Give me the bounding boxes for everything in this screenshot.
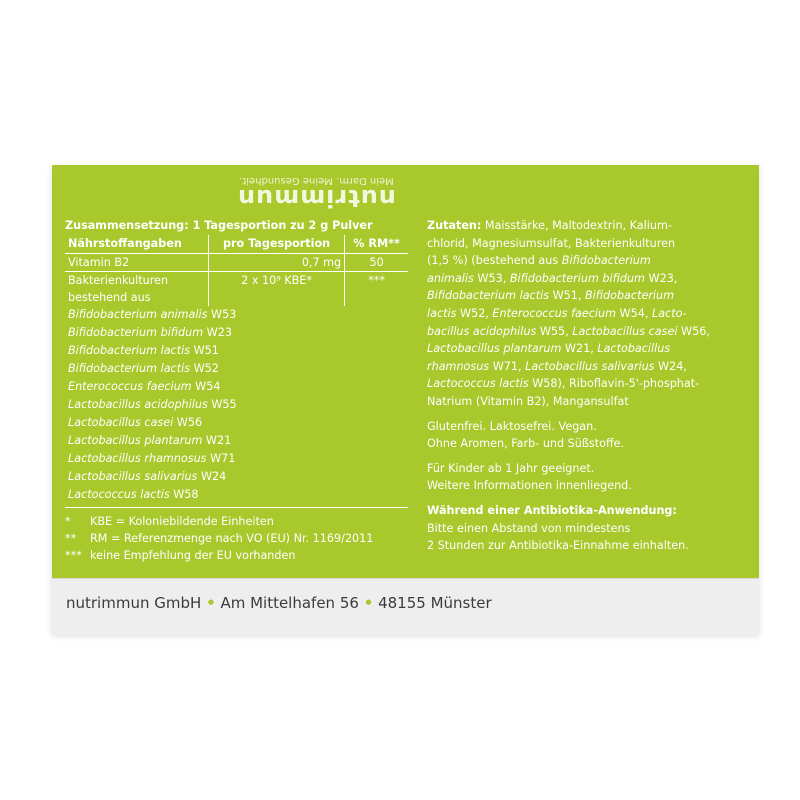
table-row-bacteria — [65, 272, 408, 290]
list-item: Bifidobacterium lactis W51 — [68, 344, 219, 357]
company-name: nutrimmun GmbH — [66, 594, 202, 612]
footer-strip — [52, 578, 759, 635]
composition-heading: Zusammensetzung: 1 Tagesportion zu 2 g Pulver — [65, 219, 373, 232]
footnotes — [65, 513, 410, 564]
ingredients-section — [427, 217, 752, 562]
col-rm: % RM** — [345, 235, 408, 254]
footnote: *** keine Empfehlung der EU vorhanden — [65, 549, 296, 562]
composition-section — [65, 217, 410, 564]
list-item: Lactobacillus rhamnosus W71 — [68, 452, 236, 465]
col-per-portion: pro Tagesportion — [209, 235, 345, 254]
table-header-row — [65, 235, 408, 254]
table-row-bacteria-sub — [65, 289, 408, 306]
separator-dot: • — [363, 594, 374, 612]
brand-logo-upside-down — [237, 175, 396, 210]
list-item: Lactococcus lactis W58 — [68, 488, 199, 501]
company-address — [66, 594, 492, 612]
table-end-divider — [65, 507, 408, 508]
bacteria-rm: *** — [345, 272, 408, 290]
bacteria-sub: bestehend aus — [68, 291, 151, 304]
footnote: ** RM = Referenzmenge nach VO (EU) Nr. 1169/2011 — [65, 532, 374, 545]
vitamin-amount: 0,7 mg — [209, 254, 345, 272]
list-item: Lactobacillus casei W56 — [68, 416, 203, 429]
street: Am Mittelhafen 56 — [220, 594, 359, 612]
list-item: Lactobacillus plantarum W21 — [68, 434, 232, 447]
brand-tagline: Mein Darm. Meine Gesundheit. — [239, 175, 394, 186]
city: 48155 Münster — [378, 594, 492, 612]
product-box-back — [52, 165, 759, 634]
antibiotic-heading: Während einer Antibiotika-Anwendung: — [427, 503, 677, 517]
list-item: Lactobacillus acidophilus W55 — [68, 398, 237, 411]
nutrition-table — [65, 235, 408, 306]
footnote: * KBE = Koloniebildende Einheiten — [65, 515, 274, 528]
free-from-text: Glutenfrei. Laktosefrei. Vegan. Ohne Aromen, Farb- und Süßstoffe. — [427, 419, 625, 451]
antibiotic-note: Während einer Antibiotika-Anwendung: Bitte einen Abstand von mindestens 2 Stunden zur Antibiotika-Einnahme einhalten. — [427, 502, 752, 555]
ingredients-text: Zutaten: Maisstärke, Maltodextrin, Kalium- chlorid, Magnesiumsulfat, Bakterienkulturen (1,5 %) (bestehend aus Bifidobacterium animalis W53, Bifidobacterium bifidum W23, Bifidobacterium lactis W51, Bifidobacterium lactis W52, Enterococcus faecium W54, Lacto- bacillus acidophilus W55, Lactobacillus casei W56, Lactobacillus plantarum W21, Lactobacillus rhamnosus W71, Lactobacillus salivarius W24, Lactococcus lactis W58), Riboflavin-5'-phosphat- Natrium (Vitamin B2), Mangansulfat — [427, 219, 710, 408]
list-item: Bifidobacterium lactis W52 — [68, 362, 219, 375]
brand-name: nutrimmun — [237, 184, 396, 212]
list-item: Bifidobacterium animalis W53 — [68, 308, 237, 321]
bacteria-amount: 2 x 10⁹ KBE* — [209, 272, 345, 290]
bacteria-name: Bakterienkulturen — [68, 274, 169, 287]
col-nutrients: Nährstoffangaben — [65, 235, 209, 254]
table-row-vitamin — [65, 254, 408, 272]
strain-list — [65, 306, 410, 504]
list-item: Enterococcus faecium W54 — [68, 380, 221, 393]
vitamin-rm: 50 — [345, 254, 408, 272]
green-panel — [52, 165, 759, 578]
separator-dot: • — [206, 594, 216, 612]
list-item: Bifidobacterium bifidum W23 — [68, 326, 232, 339]
children-text: Für Kinder ab 1 Jahr geeignet. Weitere Informationen innenliegend. — [427, 461, 632, 493]
list-item: Lactobacillus salivarius W24 — [68, 470, 227, 483]
vitamin-name: Vitamin B2 — [65, 254, 209, 272]
